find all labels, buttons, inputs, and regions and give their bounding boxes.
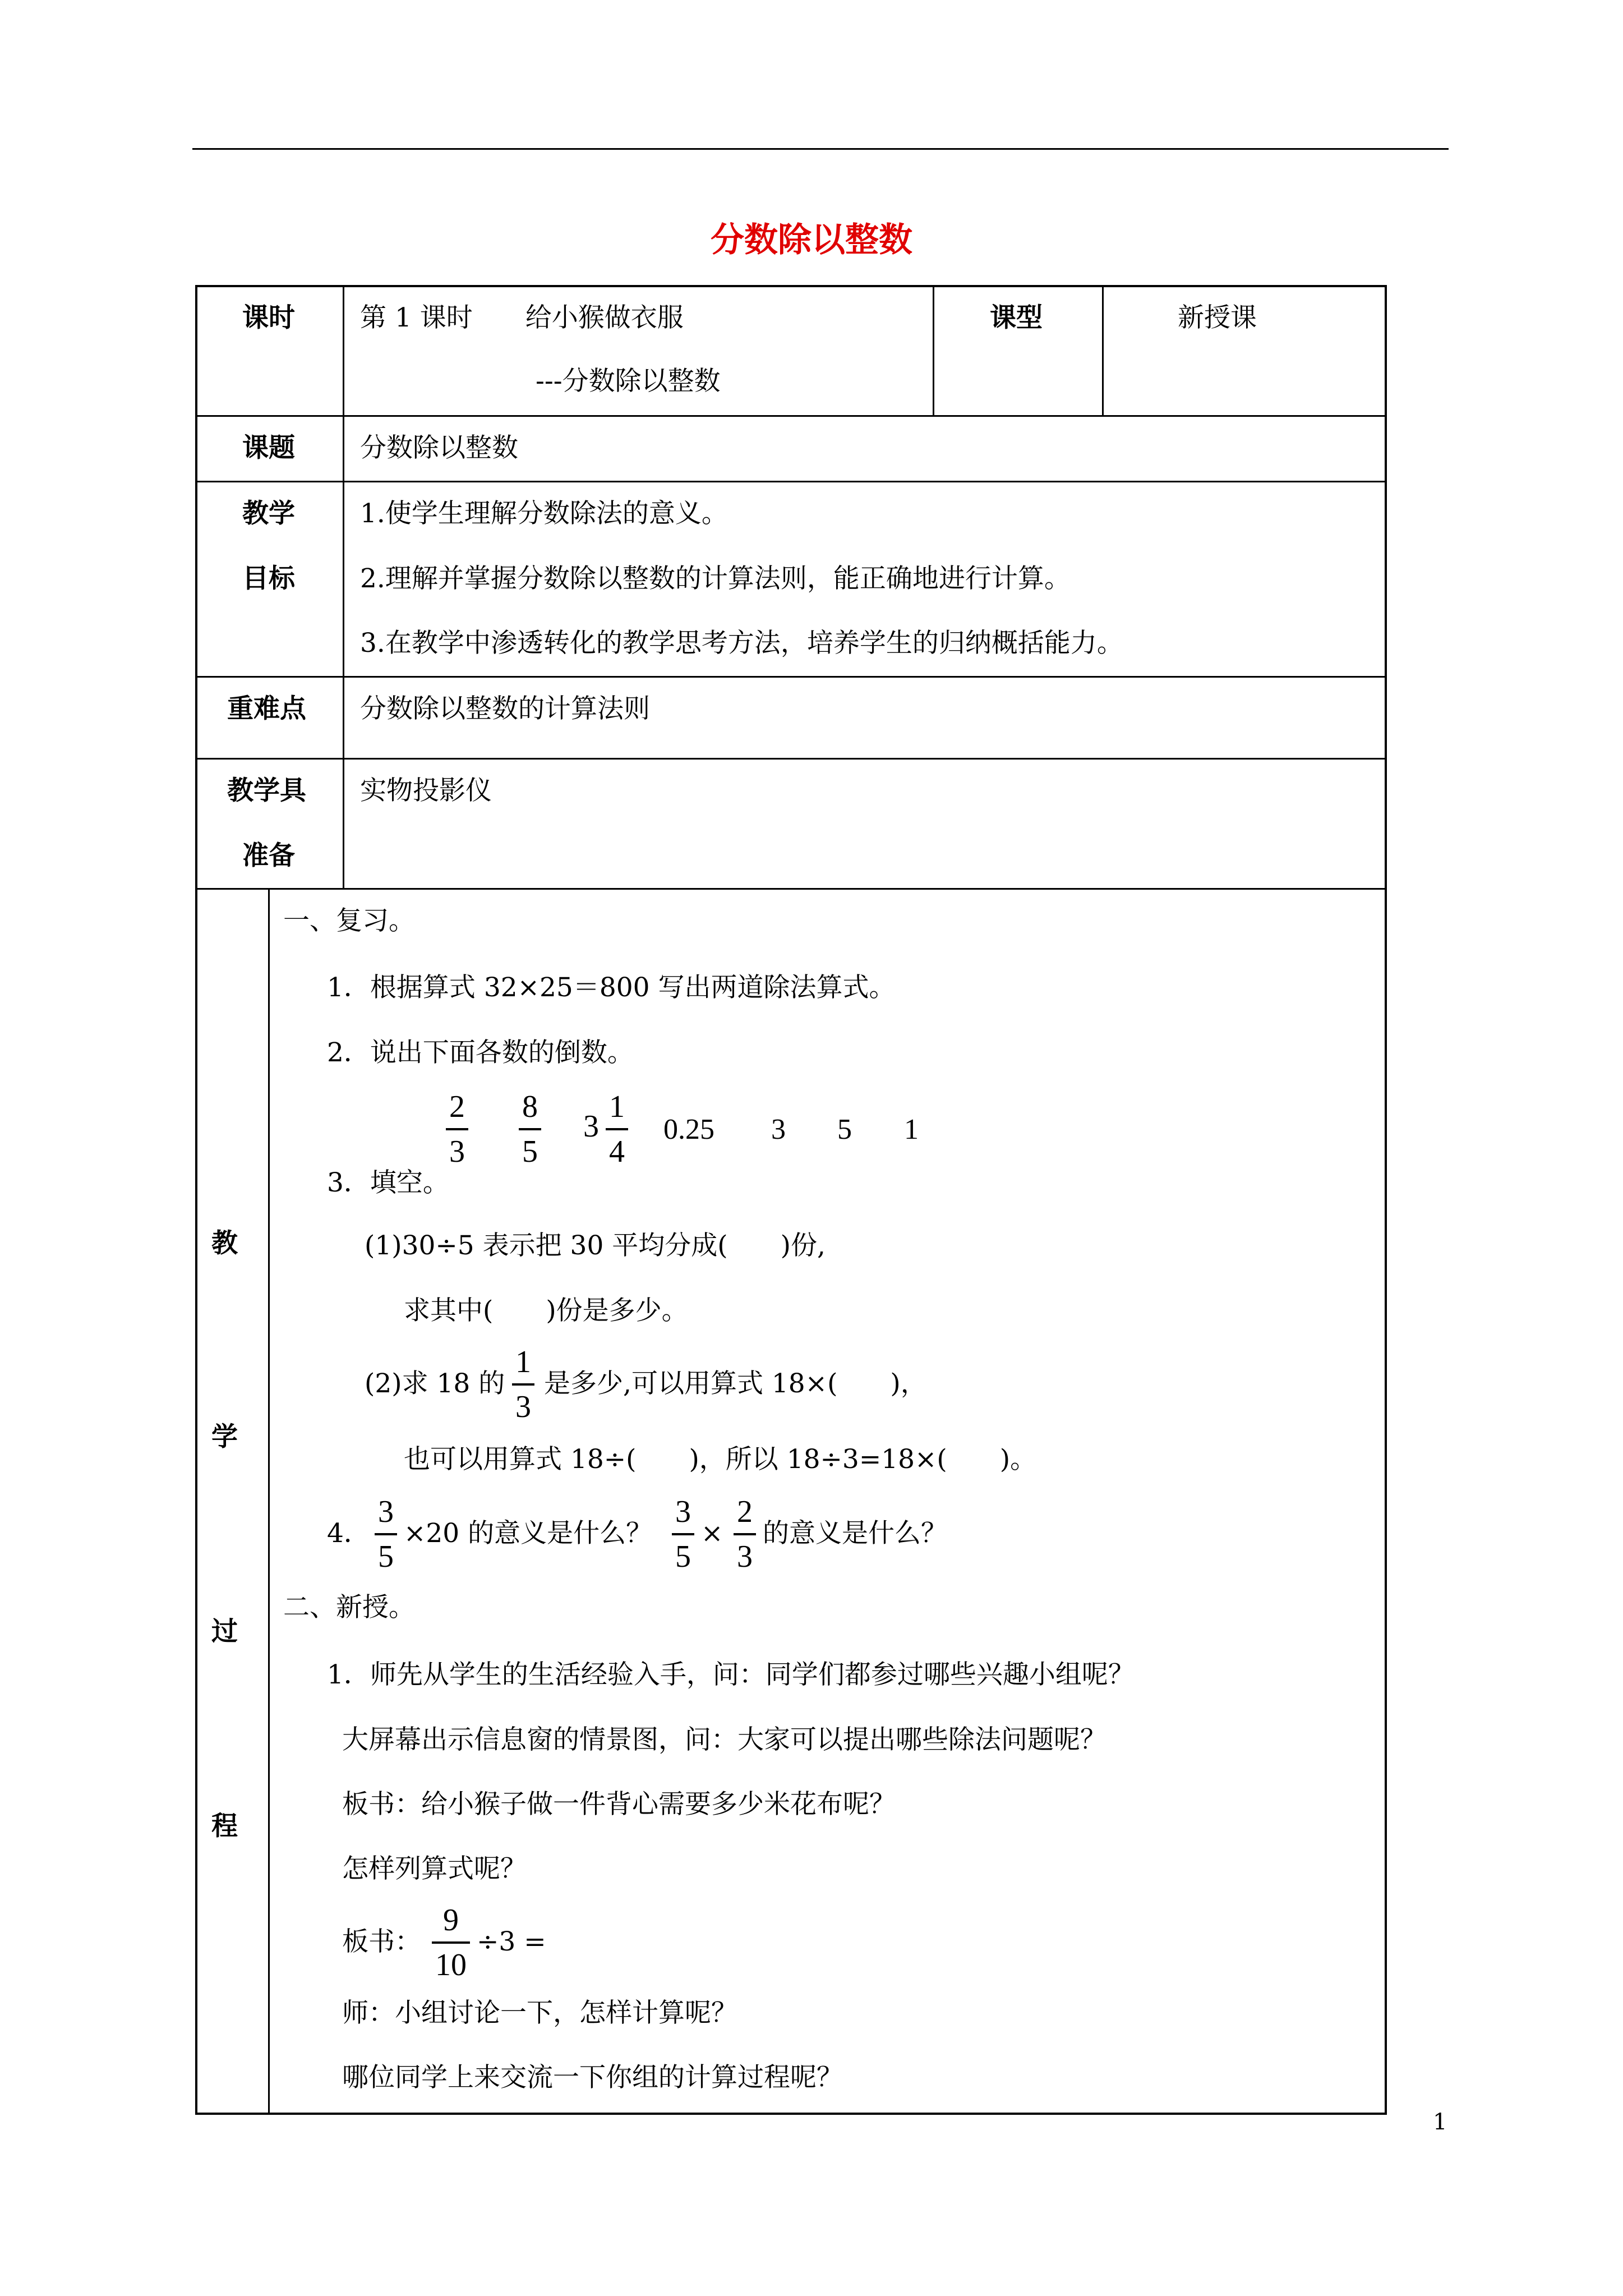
label-guocheng-char: 程 (211, 1811, 238, 1842)
fraction (734, 1496, 756, 1572)
column-divider (343, 285, 344, 888)
lesson-plan-table (195, 285, 1387, 2115)
numerator: 3 (378, 1494, 394, 1529)
label-kexing: 课型 (990, 302, 1043, 333)
fraction-bar (446, 1128, 468, 1130)
review-q3-1a: (1)30÷5 表示把 30 平均分成( )份, (365, 1230, 826, 1261)
mubiao-item: 1.使学生理解分数除法的意义。 (360, 498, 728, 529)
denominator: 3 (737, 1539, 753, 1574)
fraction-bar (432, 1941, 470, 1944)
fraction-bar (375, 1533, 397, 1535)
number: 1 (904, 1114, 919, 1145)
mubiao-item: 2.理解并掌握分数除以整数的计算法则，能正确地进行计算。 (360, 563, 1071, 594)
label-mubiao-2: 目标 (242, 563, 295, 594)
column-divider (933, 285, 934, 415)
fraction (512, 1346, 534, 1423)
review-q4-end: 的意义是什么？ (763, 1518, 947, 1549)
fraction-bar (606, 1128, 628, 1130)
fraction-bar (734, 1533, 756, 1535)
review-q3-2a-post: 是多少,可以用算式 18×( )， (544, 1368, 927, 1399)
keshi-value-line1: 第 1 课时 给小猴做衣服 (360, 302, 684, 333)
numerator: 2 (449, 1089, 465, 1124)
label-zhongnan: 重难点 (227, 693, 306, 724)
denominator: 5 (522, 1134, 538, 1169)
new-item: 板书：给小猴子做一件背心需要多少米花布呢？ (342, 1789, 896, 1820)
review-q3-2a-pre: (2)求 18 的 (365, 1368, 505, 1399)
label-keti: 课题 (242, 432, 295, 463)
fraction (519, 1091, 541, 1167)
label-mubiao-1: 教学 (242, 498, 295, 529)
label-guocheng-char: 学 (211, 1421, 238, 1452)
new-item-n5-pre: 板书： (342, 1926, 421, 1957)
label-keshi: 课时 (242, 302, 295, 333)
numerator: 1 (609, 1089, 625, 1124)
denominator: 4 (609, 1134, 625, 1169)
denominator: 3 (515, 1389, 531, 1424)
review-q4-times: × (701, 1518, 723, 1549)
review-q3: 3．填空。 (327, 1167, 449, 1198)
fraction-bar (672, 1533, 694, 1535)
fraction-bar (519, 1128, 541, 1130)
mixed-whole: 3 (583, 1109, 599, 1144)
new-item: 哪位同学上来交流一下你组的计算过程呢？ (342, 2062, 843, 2093)
fraction-bar (512, 1383, 534, 1386)
header-rule (192, 148, 1449, 150)
zhongnan-value: 分数除以整数的计算法则 (360, 693, 650, 724)
fraction (446, 1091, 468, 1167)
review-q4-num: 4． (327, 1518, 370, 1549)
label-guocheng-char: 教 (211, 1228, 238, 1259)
denominator: 10 (435, 1948, 467, 1982)
keshi-value-line2: ---分数除以整数 (536, 366, 721, 397)
label-guocheng-char: 过 (211, 1616, 238, 1647)
number: 0.25 (663, 1114, 714, 1145)
new-heading: 二、新授。 (283, 1592, 415, 1623)
numerator: 9 (443, 1903, 459, 1938)
review-q3-1b: 求其中( )份是多少。 (404, 1295, 688, 1326)
review-heading: 一、复习。 (283, 905, 415, 936)
number: 5 (837, 1114, 852, 1145)
label-juzhunbei-1: 教学具 (227, 775, 306, 806)
denominator: 5 (675, 1539, 691, 1574)
review-q2: 2．说出下面各数的倒数。 (327, 1037, 634, 1068)
fraction (375, 1496, 397, 1572)
denominator: 5 (378, 1539, 394, 1574)
number: 3 (771, 1114, 786, 1145)
mubiao-item: 3.在教学中渗透转化的教学思考方法，培养学生的归纳概括能力。 (360, 628, 1123, 659)
fraction (672, 1496, 694, 1572)
fraction (606, 1091, 628, 1167)
numerator: 3 (675, 1494, 691, 1529)
review-q1: 1．根据算式 32×25＝800 写出两道除法算式。 (327, 972, 896, 1003)
page-title: 分数除以整数 (711, 220, 912, 260)
row-divider (195, 758, 1387, 760)
kexing-value: 新授课 (1178, 302, 1257, 333)
column-divider (1102, 285, 1104, 415)
keti-value: 分数除以整数 (360, 432, 518, 463)
fraction (432, 1904, 470, 1981)
row-divider (195, 415, 1387, 417)
review-q4-mid: ×20 的意义是什么？ (404, 1518, 653, 1549)
row-divider (195, 481, 1387, 482)
new-item: 怎样列算式呢？ (342, 1853, 527, 1884)
juzhunbei-value: 实物投影仪 (360, 775, 492, 806)
new-item: 大屏幕出示信息窗的情景图，问：大家可以提出哪些除法问题呢？ (342, 1724, 1106, 1755)
label-juzhunbei-2: 准备 (242, 840, 295, 871)
denominator: 3 (449, 1134, 465, 1169)
review-q3-2b: 也可以用算式 18÷( )，所以 18÷3=18×( )。 (404, 1444, 1037, 1475)
numerator: 2 (737, 1494, 753, 1529)
column-divider (268, 888, 270, 2115)
new-item: 师：小组讨论一下，怎样计算呢？ (342, 1998, 737, 2028)
numerator: 8 (522, 1089, 538, 1124)
new-item-n5-post: ÷3 = (477, 1926, 546, 1957)
numerator: 1 (515, 1345, 531, 1379)
new-item: 1．师先从学生的生活经验入手，问：同学们都参过哪些兴趣小组呢？ (327, 1659, 1135, 1690)
row-divider (195, 888, 1387, 890)
row-divider (195, 676, 1387, 678)
page-number: 1 (1433, 2109, 1447, 2135)
